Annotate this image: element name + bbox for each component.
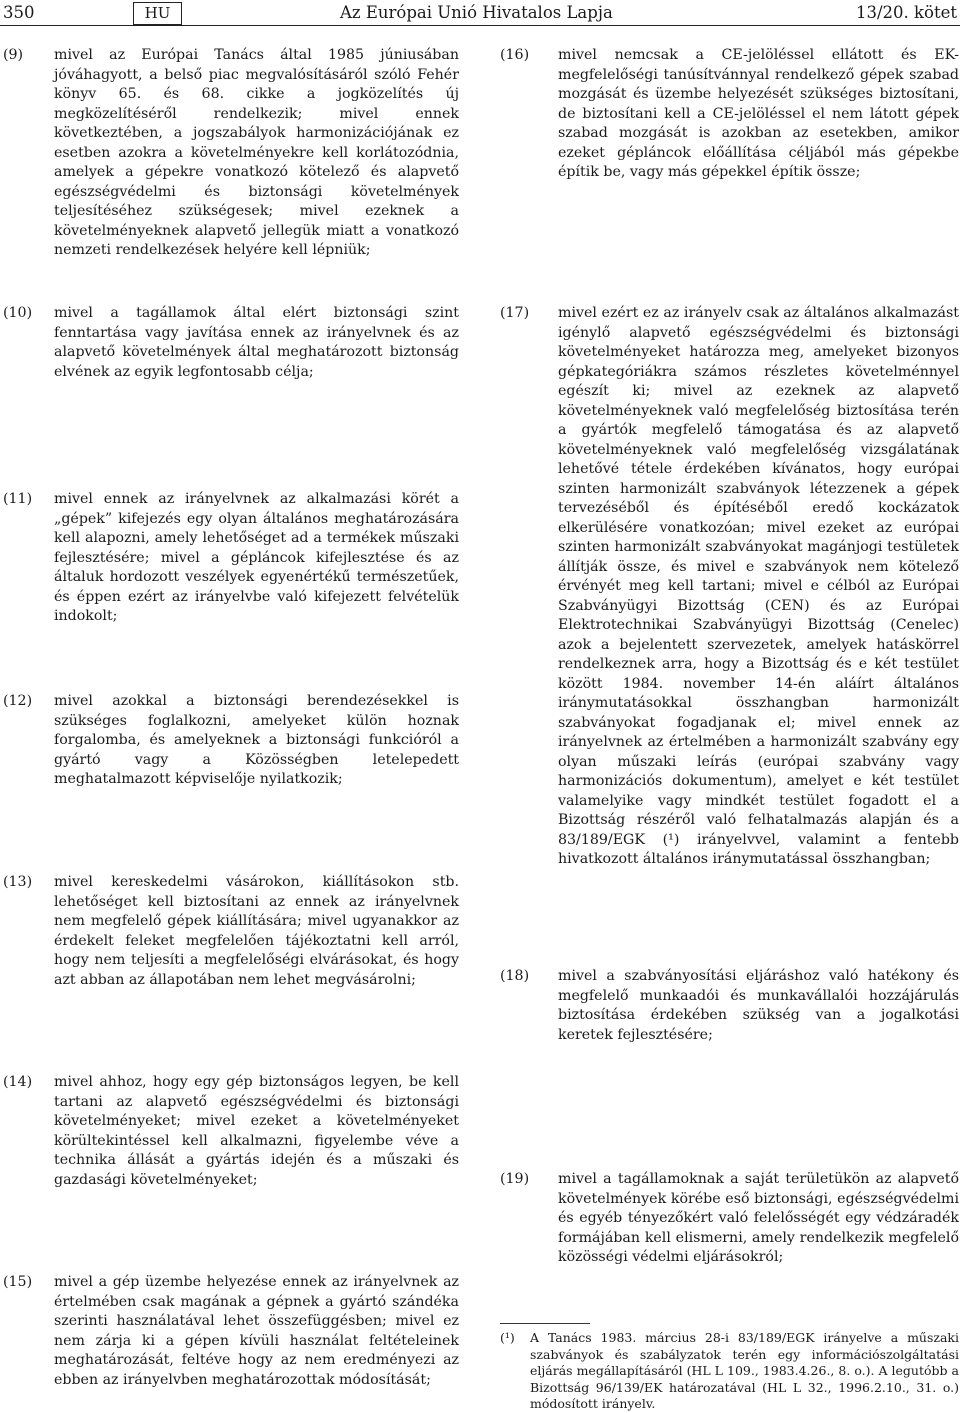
recital-number: (16) (500, 47, 530, 63)
recital-number: (17) (500, 305, 530, 321)
recital-number: (9) (3, 47, 24, 63)
recital-text: mivel ennek az irányelvnek az alkalmazási körét a „gépek” kifejezés egy olyan általános meghatározására kell alapozni, amely lehetőséget ad a termékek műszaki fejlesztésére; mivel a gépláncok kifejlesztése és az általuk hordozott veszélyek egyenértékű természetűek, és éppen ezért az irányelvbe való kifejezett felvételük indokolt; (54, 491, 459, 624)
footnote-text: A Tanács 1983. március 28-i 83/189/EGK irányelve a műszaki szabványok és szabályzatok terén egy információszolgáltatási eljárás megállapításáról (HL L 109., 1983.4.26., 8. o.). A legutóbb a Bizottság 96/139/EK határozatával (HL L 32., 1996.2.10., 31. o.) módosított irányelv. (530, 1330, 959, 1411)
recital-text: mivel azokkal a biztonsági berendezésekkel is szükséges foglalkozni, amelyeket külön hoznak forgalomba, és amelyeknek a biztonsági funkcióról a gyártó vagy a Közösségben letelepedett meghatalmazott képviselője nyilatkozik; (54, 693, 459, 787)
recital-text: mivel ahhoz, hogy egy gép biztonságos legyen, be kell tartani az alapvető egészségvédelmi és biztonsági követelményeket; mivel ezeket a követelményeket körültekintéssel kell alkalmazni, figyelembe véve a technika állását a gyártás idején és a műszaki és gazdasági követelményeket; (54, 1074, 459, 1188)
recital-number: (15) (3, 1274, 33, 1290)
language-code-box: HU (133, 2, 182, 25)
journal-title: Az Európai Unió Hivatalos Lapja (340, 3, 613, 22)
recital-number: (13) (3, 874, 33, 890)
page-number: 350 (3, 3, 35, 22)
header-rule (0, 25, 960, 26)
recital-number: (19) (500, 1171, 530, 1187)
recital-number: (10) (3, 305, 33, 321)
volume-label: 13/20. kötet (856, 3, 957, 22)
recital-text: mivel nemcsak a CE-jelöléssel ellátott és EK-megfelelőségi tanúsítvánnyal rendelkező gépek szabad mozgását és üzembe helyezését szükséges biztosítani, de biztosítani kell a CE-jelöléssel el nem látott gépek szabad mozgását is azokban az esetekben, amikor ezeket gépláncok előállítása céljából más gépekbe építik be, vagy más gépekkel építik össze; (558, 47, 959, 180)
footnote-mark: (¹) (500, 1330, 515, 1345)
recital-number: (12) (3, 693, 33, 709)
recital-text: mivel a szabványosítási eljáráshoz való hatékony és megfelelő munkaadói és munkavállalói hozzájárulás biztosítása érdekében szükség van a jogalkotási keretek fejlesztésére; (558, 968, 959, 1043)
page-header (0, 0, 960, 26)
recital-number: (14) (3, 1074, 33, 1090)
recital-text: mivel az Európai Tanács által 1985 júniusában jóváhagyott, a belső piac megvalósításáról szóló Fehér könyv 65. és 68. cikke a jogközelítés új megközelítéséről rendelkezik; mivel ennek következtében, a jogszabályok harmonizációjának ez esetben azokra a követelményekre kell korlátozódnia, amelyek a gépekre vonatkozó kötelező és alapvető egészségvédelmi és biztonsági követelmények teljesítéséhez szükségesek; mivel ezeknek a követelményeknek alapvető jellegük miatt a vonatkozó nemzeti rendelkezések helyére kell lépniük; (54, 47, 459, 258)
recital-text: mivel a tagállamok által elért biztonsági szint fenntartása vagy javítása ennek az irányelvnek és az alapvető követelmények által meghatározott biztonság elvének az egyik legfontosabb célja; (54, 305, 459, 380)
recital-text: mivel kereskedelmi vásárokon, kiállításokon stb. lehetőséget kell biztosítani az ennek az irányelvnek nem megfelelő gépek kiállítására; mivel ugyanakkor az érdekelt feleket megfelelően tájékoztatni kell arról, hogy nem teljesíti a megfelelőségi elvárásokat, és hogy azt abban az állapotában nem lehet megvásárolni; (54, 874, 459, 988)
recital-number: (11) (3, 491, 33, 507)
recital-text: mivel a tagállamoknak a saját területükön az alapvető követelmények körébe eső biztonsági, egészségvédelmi és egyéb tényezőkért való felelősségét egy védzáradék formájában kell elismerni, amely rendelkezik megfelelő közösségi védelmi eljárásokról; (558, 1171, 959, 1265)
recital-text: mivel a gép üzembe helyezése ennek az irányelvnek az értelmében csak magának a gépnek a gyártó szándéka szerinti használatával lehet összefüggésben; mivel ez nem zárja ki a gépen kívüli használat feltételeinek meghatározását, feltéve hogy az nem eredményezi az ebben az irányelvben meghatározottak módosítását; (54, 1274, 459, 1388)
footnote-separator (500, 1323, 590, 1324)
recital-text: mivel ezért ez az irányelv csak az általános alkalmazást igénylő alapvető egészségvédelmi és biztonsági követelményeket határozza meg, amelyeket bizonyos gépkategóriákra számos részletes követelménnyel egészít ki; mivel az ezeknek az alapvető követelményeknek való megfelelőség biztosítása terén a gyártók megfelelő támogatása és az alapvető követelményeknek való megfelelőség vizsgálatának lehetővé tétele érdekében kívánatos, hogy európai szinten harmonizált szabványok létezzenek a gépek tervezéséből és építéséből eredő kockázatok elkerülésére vonatkozóan; mivel ezeket az európai szinten harmonizált szabványokat magánjogi testületek állítják össze, és mivel e szabványok nem kötelező érvényét meg kell tartani; mivel e célból az Európai Szabványügyi Bizottság (CEN) és az Európai Elektrotechnikai Szabványügyi Bizottság (Cenelec) azok a bejelentett szervezetek, amelyek hatáskörrel rendelkeznek arra, hogy a Bizottság és e két testület között 1984. november 14-én aláírt általános iránymutatásokkal összhangban harmonizált szabványokat fogadjanak el; mivel ennek az irányelvnek az értelmében a harmonizált szabvány egy olyan műszaki leírás (európai szabvány vagy harmonizációs dokumentum), amelyet e két testület valamelyike vagy mindkét testület fogadott el a Bizottság részéről való felhatalmazás alapján és a 83/189/EGK (¹) irányelvvel, valamint a fentebb hivatkozott általános iránymutatással összhangban; (558, 305, 959, 867)
recital-number: (18) (500, 968, 530, 984)
